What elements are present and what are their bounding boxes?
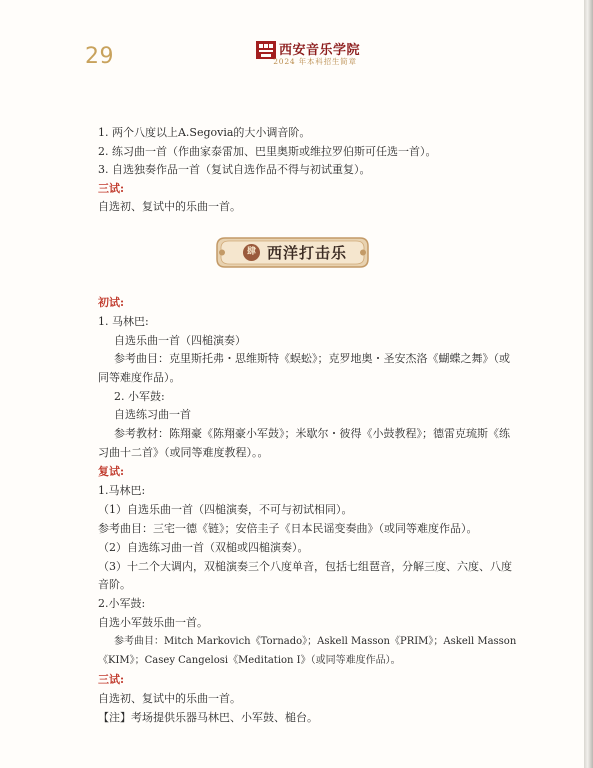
page-header — [255, 38, 375, 72]
school-name: 西安音乐学院 — [279, 43, 361, 58]
note-line: 【注】考场提供乐器马林巴、小军鼓、槌台。 — [98, 711, 318, 724]
fushi-line-1: 1.马林巴: — [98, 484, 146, 497]
sanshi-label: 三试: — [98, 673, 125, 686]
fushi-line-6: 音阶。 — [98, 578, 131, 591]
chushi-line-8: 习曲十二首》（或同等难度教程）。。 — [98, 446, 269, 459]
fushi-line-8: 自选小军鼓乐曲一首。 — [98, 616, 208, 629]
fushi-line-5: （3）十二个大调内，双槌演奏三个八度单音，包括七组琶音，分解三度、六度、八度 — [98, 560, 512, 573]
section-banner — [215, 236, 370, 269]
fushi-line-10: 《KIM》；Casey Cangelosi《Meditation I》（或同等难度作品）。 — [98, 655, 401, 666]
fushi-label: 复试: — [98, 465, 125, 478]
banner-title: 西洋打击乐 — [267, 244, 348, 262]
page-number: 29 — [85, 44, 114, 69]
intro-line-2: 2. 练习曲一首（作曲家泰雷加、巴里奥斯或维拉罗伯斯可任选一首）。 — [98, 145, 437, 158]
sanshi-label-intro: 三试: — [98, 182, 125, 195]
intro-line-3: 3. 自选独奏作品一首（复试自选作品不得与初试重复）。 — [98, 163, 371, 176]
chushi-line-6: 自选练习曲一首 — [114, 408, 191, 421]
fushi-line-2: （1）自选乐曲一首（四槌演奏，不可与初试相同）。 — [98, 503, 353, 516]
chushi-line-2: 自选乐曲一首（四槌演奏） — [114, 334, 246, 347]
fushi-line-3: 参考曲目：三宅一德《链》；安倍圭子《日本民谣变奏曲》（或同等难度作品）。 — [98, 522, 478, 535]
sanshi-line-1: 自选初、复试中的乐曲一首。 — [98, 692, 241, 705]
chushi-line-5: 2. 小军鼓: — [114, 390, 165, 403]
sanshi-text-intro: 自选初、复试中的乐曲一首。 — [98, 200, 241, 213]
chushi-label: 初试: — [98, 296, 125, 309]
page-edge — [584, 0, 593, 768]
chushi-line-4: 同等难度作品）。 — [98, 371, 181, 384]
chushi-line-3: 参考曲目：克里斯托弗・思维斯特《蜈蚣》；克罗地奥・圣安杰洛《蝴蝶之舞》（或 — [114, 352, 510, 365]
chushi-line-7: 参考教材：陈翔豪《陈翔豪小军鼓》；米歇尔・彼得《小鼓教程》；德雷克琉斯《练 — [114, 427, 510, 440]
fushi-line-9: 参考曲目：Mitch Markovich《Tornado》；Askell Masson《PRIM》；Askell Masson — [114, 636, 517, 647]
header-subtitle: 2024 年本科招生简章 — [273, 57, 357, 66]
intro-line-1: 1. 两个八度以上A.Segovia的大小调音阶。 — [98, 126, 311, 139]
fushi-line-4: （2）自选练习曲一首（双槌或四槌演奏）。 — [98, 541, 309, 554]
chushi-line-1: 1. 马林巴: — [98, 315, 149, 328]
fushi-line-7: 2.小军鼓: — [98, 597, 146, 610]
banner-badge: 肆 — [243, 244, 260, 261]
